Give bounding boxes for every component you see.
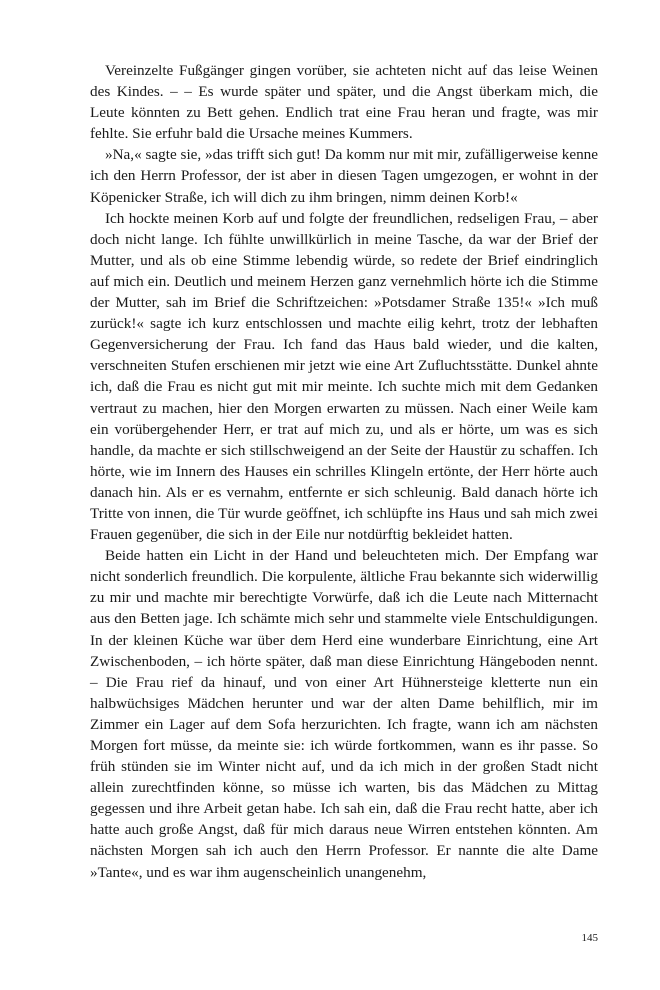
paragraph-1: Vereinzelte Fußgänger gingen vorüber, sie achteten nicht auf das leise Weinen des Kindes. – – Es wurde später und später, und die Angst überkam mich, die Leute könnten zu Bett gehen. Endlich trat eine Frau heran und fragte, was mir fehlte. Sie erfuhr bald die Ursache meines Kummers.	[90, 62, 598, 143]
paragraph-3: Ich hockte meinen Korb auf und folgte der freundlichen, redseligen Frau, – aber doch nicht lange. Ich fühlte unwillkürlich in meine Tasche, da war der Brief der Mutter, und als ob eine Stimme lebendig würde, so redete der Brief eindringlich auf mich ein. Deutlich und meinem Herzen ganz vernehmlich hörte ich die Stimme der Mutter, sah im Brief die Schriftzeichen: »Potsdamer Straße 135!« »Ich muß zurück!« sagte ich kurz entschlossen und machte eilig kehrt, trotz der lebhaften Gegenversicherung der Frau. Ich fand das Haus bald wieder, und die kalten, verschneiten Stufen erschienen mir jetzt wie eine Art Zufluchtsstätte. Dunkel ahnte ich, daß die Frau es nicht gut mit mir meinte. Ich suchte mich mit dem Gedanken vertraut zu machen, hier den Morgen erwarten zu müssen. Nach einer Weile kam ein vorübergehender Herr, er trat auf mich zu, und als er hörte, um was es sich handle, da machte er sich stillschweigend an der Seite der Haustür zu schaffen. Ich hörte, wie im Innern des Hauses ein schrilles Klingeln ertönte, der Herr hörte auch danach hin. Als er es vernahm, entfernte er sich schleunig. Bald danach hörte ich Tritte von innen, die Tür wurde geöffnet, ich schlüpfte ins Haus und sah mich zwei Frauen gegenüber, die sich in der Eile nur notdürftig bekleidet hatten.	[90, 209, 598, 544]
paragraph-4: Beide hatten ein Licht in der Hand und beleuchteten mich. Der Empfang war nicht sonderlich freundlich. Die korpulente, ältliche Frau bekannte sich widerwillig zu mir und machte mir berechtigte Vorwürfe, daß ich die Leute nach Mitternacht aus den Betten jage. Ich schämte mich sehr und stammelte viele Entschuldigungen. In der kleinen Küche war über dem Herd eine wunderbare Einrichtung, eine Art Zwischenboden, – ich hörte später, daß man diese Einrichtung Hängeboden nennt. – Die Frau rief da hinauf, und von einer Art Hühnersteige kletterte nun ein halbwüchsiges Mädchen herunter und war der alten Dame behilflich, mir im Zimmer ein Lager auf dem Sofa herzurichten. Ich fragte, wann ich am nächsten Morgen fort müsse, da meinte sie: ich würde fortkommen, wann es ihr passe. So früh stünden sie im Winter nicht auf, und da ich mich in der großen Stadt nicht allein zurechtfinden könne, so müsse ich warten, bis das Mädchen zu Mittag gegessen und ihre Arbeit getan habe. Ich sah ein, daß die Frau recht hatte, aber ich hatte auch große Angst, daß für mich daraus neue Wirren entstehen könnten. Am nächsten Morgen sah ich auch den Herrn Professor. Er nannte die alte Dame »Tante«, und es war ihm augenscheinlich unangenehm,	[90, 547, 598, 881]
page-number: 145	[581, 932, 598, 944]
paragraph-2: »Na,« sagte sie, »das trifft sich gut! Da komm nur mit mir, zufälligerweise kenne ich den Herrn Professor, der ist aber in diesen Tagen umgezogen, er wohnt in der Köpenicker Straße, ich will dich zu ihm bringen, nimm deinen Korb!«	[90, 146, 598, 206]
body-text	[90, 60, 598, 883]
